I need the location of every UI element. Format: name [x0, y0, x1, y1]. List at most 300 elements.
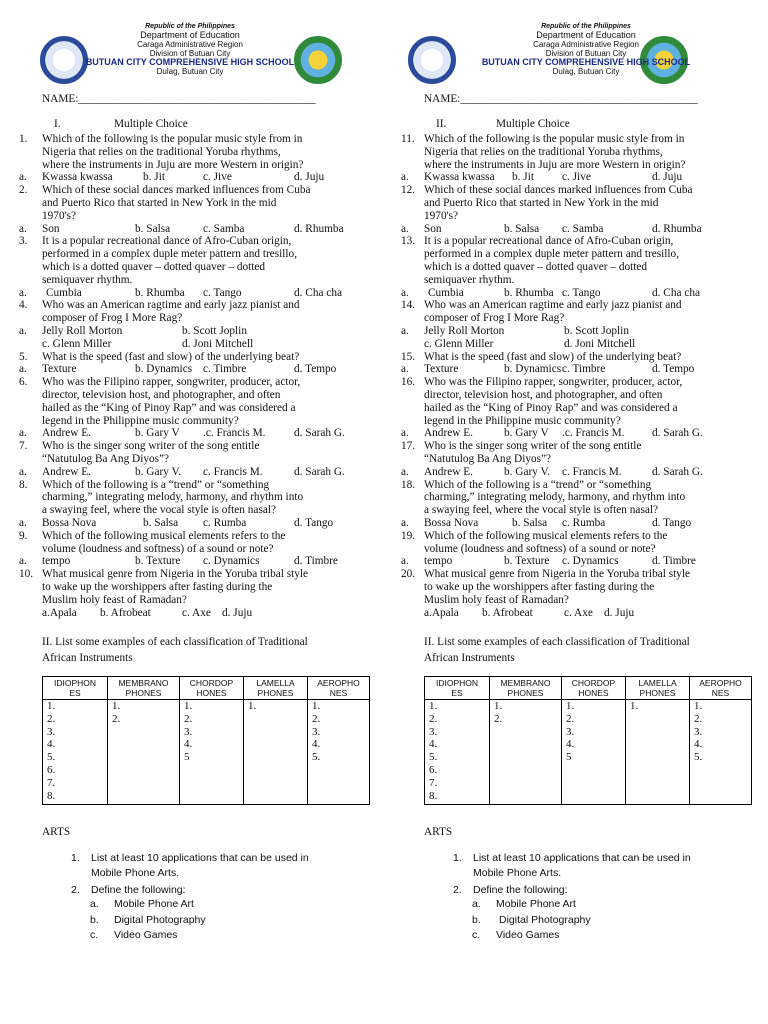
table-cell-item: 1. [694, 700, 703, 712]
choice-c: c. Timbre [562, 363, 606, 376]
question-text: Which of the following musical elements refers to the [42, 529, 286, 542]
letterhead-region: Caraga Administrative Region [533, 40, 639, 49]
define-letter: c. [472, 929, 481, 941]
question-text: 1970's? [424, 209, 459, 222]
choice-b: b. Dynamics [504, 363, 562, 376]
section-title: Multiple Choice [114, 118, 188, 130]
instrument-table [42, 676, 370, 805]
choice-c: c. Samba [203, 222, 245, 235]
table-cell-item: 4. [184, 738, 193, 751]
choice-a: Cumbia [46, 286, 82, 299]
header-text: LAMELLA [256, 678, 295, 688]
header-text: ES [69, 688, 81, 698]
table-cell-item: 1. [630, 700, 639, 712]
question-text: “Natutulog Ba Ang Diyos”? [42, 453, 170, 465]
choice-a: Andrew E. [42, 427, 91, 440]
header-text: AEROPHO [699, 678, 742, 688]
choice-label: a. [19, 286, 27, 299]
table-cell-item: 5. [312, 751, 321, 764]
question-text: It is a popular recreational dance of Afro-Cuban origin, [42, 235, 292, 248]
table-cell-item: 3. [694, 725, 703, 738]
question-number: 20. [401, 568, 416, 581]
choice-label: a. [401, 517, 409, 529]
table-header-0 [425, 677, 490, 700]
question-text: What musical genre from Nigeria in the Yoruba tribal style [42, 568, 309, 581]
table-header-0 [43, 677, 108, 700]
choice-label: a. [19, 517, 27, 529]
question-text: which is a dotted quaver – dotted quaver – dotted [424, 261, 648, 273]
question-number: 4. [19, 299, 28, 312]
letterhead-dept: Department of Education [140, 30, 240, 40]
question-text: semiquaver rhythm. [424, 273, 515, 286]
choice-label: a. [401, 222, 409, 235]
arts-item-text: Define the following: [473, 884, 568, 896]
table-header-2 [180, 677, 244, 700]
header-text: CHORDOP [571, 678, 616, 688]
table-cell-item: 1. [184, 700, 193, 712]
choice-c: c. Axe [564, 606, 593, 619]
question-number: 17. [401, 440, 416, 453]
section-title: Multiple Choice [496, 118, 570, 130]
define-letter: a. [90, 898, 99, 910]
choice-label: a. [401, 465, 409, 478]
table-header-2 [562, 677, 626, 700]
table-cell-item: 4. [429, 738, 438, 751]
choice-a: Kwassa kwassa [424, 171, 495, 184]
letterhead-division: Division of Butuan City [545, 49, 627, 58]
question-text: Who was an American ragtime and early jazz pianist and [424, 299, 682, 312]
header-text: AEROPHO [317, 678, 360, 688]
arts-item-text: Mobile Phone Arts. [91, 867, 180, 879]
table-header-4 [308, 677, 370, 700]
question-text: hailed as the “King of Pinoy Rap” and was considered a [42, 401, 296, 414]
header-text: NES [711, 688, 730, 698]
deped-seal-icon [408, 36, 456, 84]
choice-c: c. Axe [182, 606, 211, 619]
question-text: Who was the Filipino rapper, songwriter, producer, actor, [42, 376, 301, 389]
table-cell-item: 5. [694, 751, 703, 764]
question-number: 8. [19, 478, 28, 491]
question-number: 6. [19, 376, 28, 389]
question-text: legend in the Philippine music community? [424, 414, 621, 427]
define-letter: c. [90, 929, 99, 941]
define-term: Mobile Phone Art [496, 898, 576, 910]
define-term: Video Games [496, 929, 560, 941]
question-text: volume (loudness and softness) of a sound or note? [424, 542, 656, 555]
letterhead-republic: Republic of the Philippines [145, 23, 235, 30]
letterhead-school: BUTUAN CITY COMPREHENSIVE HIGH SCHOOL [85, 57, 295, 67]
choice-label: a. [19, 325, 27, 337]
question-text: to wake up the worshippers after fasting during the [424, 581, 655, 593]
choice-d: d. Rhumba [294, 222, 344, 235]
choice-d: d. Sarah G. [294, 427, 345, 440]
question-text: performed in a complex duple meter pattern and tresillo, [424, 248, 680, 261]
question-text: a swaying feel, where the vocal style is often nasal? [42, 504, 277, 517]
question-number: 10. [19, 568, 34, 581]
define-term: Mobile Phone Art [114, 898, 194, 910]
choice-d: d. Cha cha [652, 286, 700, 299]
table-cell-item: 8. [47, 789, 56, 802]
define-term: Digital Photography [499, 913, 591, 926]
choice-d: d. Timbre [652, 555, 696, 568]
choice-b: b. Afrobeat [482, 606, 533, 619]
arts-item-text: Define the following: [91, 884, 186, 896]
choice-a: Andrew E. [42, 465, 91, 478]
section-number: II. [436, 118, 447, 130]
choice-c: c. Dynamics [562, 555, 619, 568]
choice-c: .c. Francis M. [562, 427, 625, 440]
choice-b: b. Gary V [504, 427, 549, 440]
choice-a: Son [42, 222, 60, 235]
table-cell-item: 1. [494, 700, 503, 712]
choice-b: b. Dynamics [135, 363, 193, 376]
table-cell-item: 1. [312, 700, 321, 712]
question-number: 18. [401, 478, 416, 491]
table-cell-item: 7. [47, 776, 56, 789]
choice-b: b. Rhumba [504, 286, 554, 299]
question-text: and Puerto Rico that started in New York in the mid [424, 197, 659, 209]
choice-d: d. Joni Mitchell [182, 337, 254, 350]
choice-b: b. Gary V. [135, 465, 182, 478]
section-number: I. [54, 118, 61, 130]
header-text: PHONES [507, 688, 544, 698]
table-column [562, 700, 626, 805]
table-column [490, 700, 562, 805]
choice-a: Texture [424, 363, 459, 376]
choice-c: c. Timbre [203, 363, 247, 376]
choice-c: c. Rumba [203, 517, 247, 529]
table-header-3 [626, 677, 690, 700]
question-number: 1. [19, 133, 28, 145]
question-text: Which of the following is a “trend” or “something [42, 478, 270, 491]
question-text: Which of the following is a “trend” or “something [424, 478, 652, 491]
table-cell-item: 2. [47, 712, 56, 725]
choice-b: b. Afrobeat [100, 606, 151, 619]
question-text: composer of Frog I More Rag? [424, 312, 565, 325]
table-cell-item: 1. [566, 700, 575, 712]
choice-label: a. [19, 222, 27, 235]
arts-item-number: 2. [71, 884, 80, 896]
letterhead-text [70, 22, 310, 76]
choice-d: d. Tango [294, 517, 334, 529]
question-text: hailed as the “King of Pinoy Rap” and was considered a [424, 401, 678, 414]
choice-d: d. Rhumba [652, 222, 702, 235]
question-text: performed in a complex duple meter pattern and tresillo, [42, 248, 298, 261]
choice-b: b. Rhumba [135, 286, 185, 299]
choice-d: d. Sarah G. [652, 465, 703, 478]
table-cell-item: 5 [566, 751, 572, 764]
choice-d: d. Sarah G. [652, 427, 703, 440]
header-text: CHORDOP [189, 678, 234, 688]
header-text: HONES [578, 688, 609, 698]
header-text: ES [451, 688, 463, 698]
choice-d: d. Cha cha [294, 286, 342, 299]
choice-c: c. Glenn Miller [42, 337, 112, 350]
question-text: Muslim holy feast of Ramadan? [42, 593, 187, 606]
right-worksheet [384, 0, 754, 1024]
choice-b: b. Salsa [135, 222, 171, 235]
question-number: 13. [401, 235, 416, 248]
choice-d: d. Timbre [294, 555, 338, 568]
choice-label: a. [19, 427, 27, 440]
table-cell-item: 3. [312, 725, 321, 738]
choice-label: a. [19, 171, 27, 184]
left-worksheet [0, 0, 370, 1024]
question-text: Which of these social dances marked influences from Cuba [424, 184, 693, 197]
choice-label: a. [401, 555, 409, 568]
arts-item-number: 1. [71, 852, 80, 864]
header-text: PHONES [125, 688, 162, 698]
table-cell-item: 5. [47, 751, 56, 764]
question-text: Which of these social dances marked influences from Cuba [42, 184, 311, 197]
choice-b: b. Scott Joplin [182, 325, 247, 337]
question-text: legend in the Philippine music community? [42, 414, 239, 427]
table-column [690, 700, 752, 805]
header-text: IDIOPHON [435, 678, 479, 688]
choice-b: b. Texture [135, 555, 181, 568]
table-cell-item: 6. [429, 763, 438, 776]
question-text: to wake up the worshippers after fasting during the [42, 581, 273, 593]
choice-label: a. [19, 363, 27, 376]
letterhead [0, 23, 370, 76]
choice-a: Andrew E. [424, 465, 473, 478]
question-number: 7. [19, 440, 28, 453]
question-text: Who is the singer song writer of the song entitle [42, 440, 260, 453]
choice-label: a. [401, 325, 409, 337]
choice-d: d. Tango [652, 517, 692, 529]
question-text: Nigeria that relies on the traditional Yoruba rhythms, [42, 145, 281, 158]
arts-item-number: 2. [453, 884, 462, 896]
choice-label: a. [19, 465, 27, 478]
question-text: Which of the following is the popular music style from in [42, 133, 303, 145]
arts-item-text: List at least 10 applications that can be used in [91, 852, 309, 864]
question-text: charming,” integrating melody, harmony, and rhythm into [42, 491, 304, 504]
table-cell-item: 3. [566, 725, 575, 738]
table-header-3 [244, 677, 308, 700]
question-number: 15. [401, 350, 416, 363]
choice-c: c. Jive [203, 171, 232, 184]
table-column [626, 700, 690, 805]
header-text: PHONES [257, 688, 294, 698]
table-column [43, 700, 108, 805]
letterhead-school: BUTUAN CITY COMPREHENSIVE HIGH SCHOOL [481, 57, 691, 67]
define-term: Digital Photography [114, 913, 206, 926]
letterhead [384, 23, 754, 76]
question-text: a swaying feel, where the vocal style is often nasal? [424, 504, 659, 517]
letterhead-dept: Department of Education [536, 30, 636, 40]
question-text: volume (loudness and softness) of a sound or note? [42, 542, 274, 555]
question-text: and Puerto Rico that started in New York in the mid [42, 197, 277, 209]
table-cell-item: 2. [494, 712, 503, 725]
choice-b: b. Jit [512, 171, 534, 184]
choice-a: Bossa Nova [424, 517, 479, 529]
letterhead-division: Division of Butuan City [149, 49, 231, 58]
table-header-1 [490, 677, 562, 700]
question-text: director, television host, and photographer, and often [424, 389, 663, 401]
choice-label: a. [401, 427, 409, 440]
header-text: LAMELLA [638, 678, 677, 688]
table-column [308, 700, 370, 805]
choice-label: a. [401, 363, 409, 376]
choice-a: a.Apala [42, 606, 77, 619]
arts-heading: ARTS [424, 826, 453, 838]
question-text: 1970's? [42, 209, 77, 222]
choice-c: c. Tango [203, 286, 242, 299]
choice-c: c. Samba [562, 222, 604, 235]
question-text: Who was an American ragtime and early jazz pianist and [42, 299, 300, 312]
question-text: director, television host, and photographer, and often [42, 389, 281, 401]
letterhead-region: Caraga Administrative Region [137, 40, 243, 49]
choice-a: Jelly Roll Morton [42, 325, 123, 337]
header-text: HONES [196, 688, 227, 698]
choice-d: d. Juju [652, 171, 683, 184]
choice-b: b. Jit [143, 171, 165, 184]
choice-d: d. Juju [294, 171, 325, 184]
question-text: What is the speed (fast and slow) of the underlying beat? [424, 350, 682, 363]
choice-c: c. Glenn Miller [424, 337, 494, 350]
instrument-table [424, 676, 752, 805]
define-letter: a. [472, 898, 481, 910]
arts-item-number: 1. [453, 852, 462, 864]
header-text: PHONES [639, 688, 676, 698]
table-cell-item: 2. [429, 712, 438, 725]
question-number: 3. [19, 235, 28, 248]
question-text: Who is the singer song writer of the song entitle [424, 440, 642, 453]
choice-label: a. [401, 286, 409, 299]
letterhead-text [466, 22, 706, 76]
table-cell-item: 1. [112, 700, 121, 712]
define-letter: b. [90, 913, 99, 926]
table-cell-item: 4. [694, 738, 703, 751]
table-column [244, 700, 308, 805]
table-cell-item: 2. [112, 712, 121, 725]
choice-a: Andrew E. [424, 427, 473, 440]
choice-a: Kwassa kwassa [42, 171, 113, 184]
choice-a: Son [424, 222, 442, 235]
choice-a: Bossa Nova [42, 517, 97, 529]
table-cell-item: 8. [429, 789, 438, 802]
choice-d: d. Tempo [652, 363, 695, 376]
choice-c: c. Francis M. [562, 465, 622, 478]
question-text: which is a dotted quaver – dotted quaver – dotted [42, 261, 266, 273]
choice-a: a.Apala [424, 606, 459, 619]
table-cell-item: 3. [47, 725, 56, 738]
question-text: What musical genre from Nigeria in the Yoruba tribal style [424, 568, 691, 581]
question-text: where the instruments in Juju are more Western in origin? [424, 158, 686, 171]
choice-d: d. Juju [604, 606, 635, 619]
question-text: Which of the following musical elements refers to the [424, 529, 668, 542]
choice-c: c. Francis M. [203, 465, 263, 478]
choice-d: d. Joni Mitchell [564, 337, 636, 350]
choice-b: b. Scott Joplin [564, 325, 629, 337]
header-text: IDIOPHON [53, 678, 97, 688]
question-text: What is the speed (fast and slow) of the underlying beat? [42, 350, 300, 363]
table-cell-item: 1. [47, 700, 56, 712]
choice-d: d. Juju [222, 606, 253, 619]
name-line: NAME:__________________________________________ [424, 93, 698, 105]
choice-b: b. Gary V [135, 427, 180, 440]
table-cell-item: 2. [312, 712, 321, 725]
table-cell-item: 7. [429, 776, 438, 789]
choice-a: Cumbia [428, 286, 464, 299]
question-number: 9. [19, 529, 28, 542]
arts-item-text: List at least 10 applications that can be used in [473, 852, 691, 864]
name-line: NAME:__________________________________________ [42, 93, 316, 105]
letterhead-address: Dulag, Butuan City [552, 67, 620, 76]
question-number: 2. [19, 184, 28, 197]
table-cell-item: 3. [184, 725, 193, 738]
choice-b: b. Salsa [504, 222, 540, 235]
part-two-instruction: African Instruments [42, 652, 133, 664]
question-text: semiquaver rhythm. [42, 273, 133, 286]
arts-item-text: Mobile Phone Arts. [473, 867, 562, 879]
choice-a: tempo [424, 555, 453, 568]
question-text: Nigeria that relies on the traditional Yoruba rhythms, [424, 145, 663, 158]
header-text: NES [329, 688, 348, 698]
question-number: 16. [401, 376, 416, 389]
question-text: composer of Frog I More Rag? [42, 312, 183, 325]
header-text: MEMBRANO [500, 678, 551, 688]
choice-d: d. Sarah G. [294, 465, 345, 478]
choice-label: a. [401, 171, 409, 184]
table-cell-item: 1. [248, 700, 257, 712]
table-cell-item: 2. [694, 712, 703, 725]
define-letter: b. [472, 913, 481, 926]
table-column [180, 700, 244, 805]
table-cell-item: 5. [429, 751, 438, 764]
choice-c: .c. Francis M. [203, 427, 266, 440]
header-text: MEMBRANO [118, 678, 169, 688]
letterhead-address: Dulag, Butuan City [156, 67, 224, 76]
question-text: Which of the following is the popular music style from in [424, 133, 685, 145]
question-number: 14. [401, 299, 416, 312]
table-cell-item: 3. [429, 725, 438, 738]
define-term: Video Games [114, 929, 178, 941]
letterhead-republic: Republic of the Philippines [541, 23, 631, 30]
question-number: 5. [19, 350, 28, 363]
table-column [108, 700, 180, 805]
table-header-1 [108, 677, 180, 700]
table-column [425, 700, 490, 805]
choice-b: b. Salsa [143, 517, 179, 529]
table-cell-item: 1. [429, 700, 438, 712]
question-number: 12. [401, 184, 416, 197]
choice-b: b. Texture [504, 555, 550, 568]
question-number: 11. [401, 133, 415, 145]
table-header-4 [690, 677, 752, 700]
choice-c: c. Rumba [562, 517, 606, 529]
part-two-instruction: II. List some examples of each classification of Traditional [424, 636, 690, 648]
table-cell-item: 4. [47, 738, 56, 751]
choice-c: c. Dynamics [203, 555, 260, 568]
question-text: “Natutulog Ba Ang Diyos”? [424, 453, 552, 465]
choice-d: d. Tempo [294, 363, 337, 376]
table-cell-item: 2. [566, 712, 575, 725]
table-cell-item: 4. [566, 738, 575, 751]
choice-b: b. Salsa [512, 517, 548, 529]
table-cell-item: 6. [47, 763, 56, 776]
choice-b: b. Gary V. [504, 465, 551, 478]
question-text: charming,” integrating melody, harmony, and rhythm into [424, 491, 686, 504]
question-number: 19. [401, 529, 416, 542]
question-text: It is a popular recreational dance of Afro-Cuban origin, [424, 235, 674, 248]
choice-a: Jelly Roll Morton [424, 325, 505, 337]
question-text: Muslim holy feast of Ramadan? [424, 593, 569, 606]
question-text: Who was the Filipino rapper, songwriter, producer, actor, [424, 376, 683, 389]
choice-c: c. Jive [562, 171, 591, 184]
question-text: where the instruments in Juju are more Western in origin? [42, 158, 304, 171]
choice-label: a. [19, 555, 27, 568]
